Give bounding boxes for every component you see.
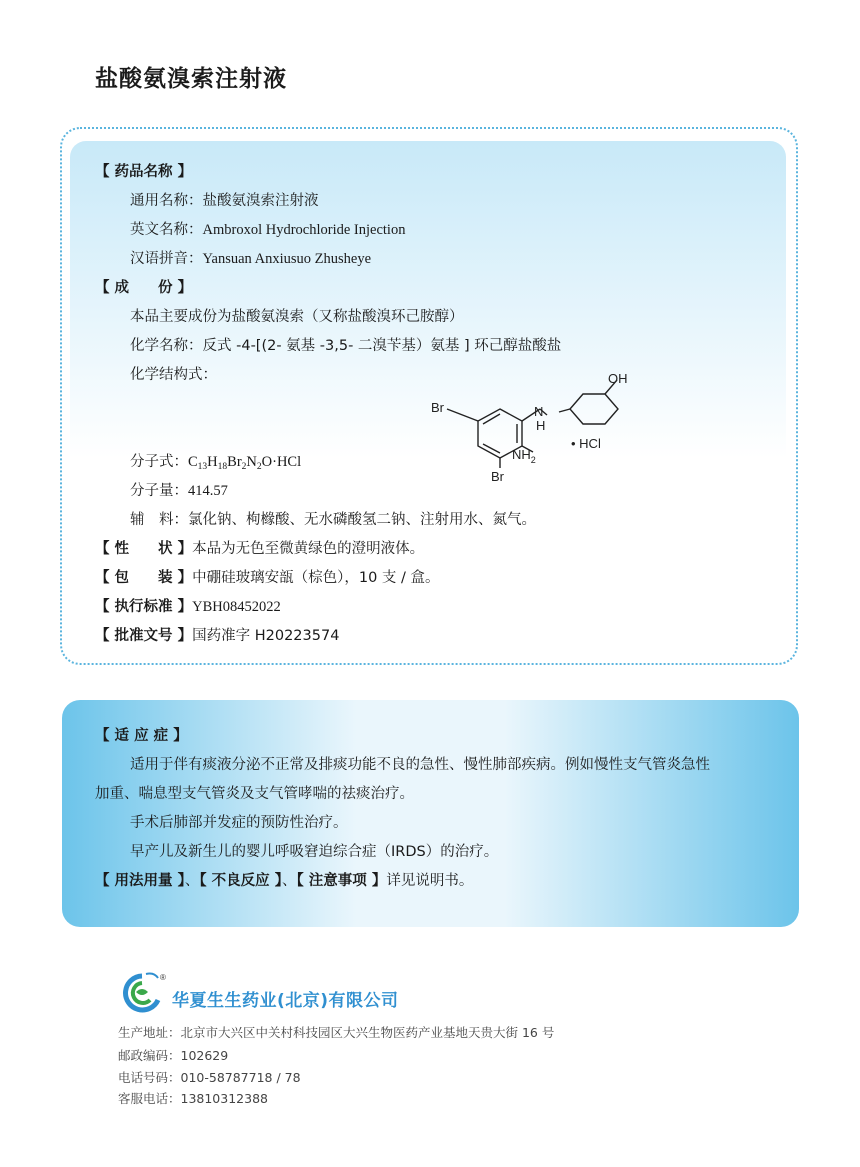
weight-label: 分子量： xyxy=(130,483,188,499)
approval-header: 【 批准文号 】 xyxy=(95,628,193,644)
h-label: H xyxy=(536,418,546,433)
company-logo-icon xyxy=(116,970,168,1014)
standard-header: 【 执行标准 】 xyxy=(95,599,193,615)
excipients-row xyxy=(130,510,536,530)
usage-header: 【 用法用量 】 xyxy=(95,873,185,889)
indication-header: 【 适 应 症 】 xyxy=(95,728,188,744)
chemical-structure xyxy=(425,364,665,484)
composition-header: 【 成 份 】 xyxy=(95,280,193,296)
excipients-label: 辅 料： xyxy=(130,512,188,528)
generic-name: 通用名称：盐酸氨溴索注射液 xyxy=(130,193,319,209)
page-title: 盐酸氨溴索注射液 xyxy=(95,66,287,92)
adverse-header: 【 不良反应 】 xyxy=(199,873,282,889)
chemical-name-row xyxy=(130,336,561,356)
separator-2: 、 xyxy=(281,873,297,889)
formula-h: H xyxy=(207,454,218,470)
formula-h-sub: 18 xyxy=(217,462,228,472)
formula xyxy=(188,454,301,470)
company-service: 客服电话：13810312388 xyxy=(118,1091,268,1106)
package-row xyxy=(95,568,440,588)
n-label: N xyxy=(534,404,544,419)
structure-label: 化学结构式： xyxy=(130,367,217,383)
pinyin-row xyxy=(130,249,371,269)
nh-text: NH xyxy=(512,447,531,462)
english-name-row xyxy=(130,220,405,240)
indication-p1-b: 加重、喘息型支气管炎及支气管哮喘的祛痰治疗。 xyxy=(95,786,414,802)
character-row xyxy=(95,539,424,559)
usage-rest: 详见说明书。 xyxy=(386,873,474,889)
character-header: 【 性 状 】 xyxy=(95,541,193,557)
oh-label: OH xyxy=(608,371,628,386)
standard-text: YBH08452022 xyxy=(192,599,281,615)
br-bottom-label: Br xyxy=(491,469,504,484)
formula-ohcl: O·HCl xyxy=(261,454,302,470)
package-header: 【 包 装 】 xyxy=(95,570,193,586)
company-address: 生产地址：北京市大兴区中关村科技园区大兴生物医药产业基地天贵大街 16 号 xyxy=(118,1025,555,1040)
drug-name-header: 【 药品名称 】 xyxy=(95,164,193,180)
pinyin: Yansuan Anxiusuo Zhusheye xyxy=(202,251,371,267)
approval-text: 国药准字 H20223574 xyxy=(192,628,340,644)
indication-p3: 早产儿及新生儿的婴儿呼吸窘迫综合症（IRDS）的治疗。 xyxy=(130,844,499,860)
approval-row xyxy=(95,626,339,646)
br-top-label: Br xyxy=(431,400,444,415)
formula-br-sub: 2 xyxy=(241,462,247,472)
caution-header: 【 注意事项 】 xyxy=(296,873,387,889)
formula-n-sub: 2 xyxy=(256,462,262,472)
excipients: 氯化钠、枸橼酸、无水磷酸氢二钠、注射用水、氮气。 xyxy=(188,512,536,528)
english-name-label: 英文名称： xyxy=(130,222,203,238)
character-text: 本品为无色至微黄绿色的澄明液体。 xyxy=(192,541,425,557)
pinyin-label: 汉语拼音： xyxy=(130,251,203,267)
formula-br: Br xyxy=(227,454,242,470)
formula-n: N xyxy=(246,454,257,470)
package-text: 中硼硅玻璃安瓿（棕色），10 支 / 盒。 xyxy=(192,570,440,586)
indication-p1-a: 适用于伴有痰液分泌不正常及排痰功能不良的急性、慢性肺部疾病。例如慢性支气管炎急性 xyxy=(130,757,710,773)
composition-main: 本品主要成份为盐酸氨溴索（又称盐酸溴环己胺醇） xyxy=(130,309,464,325)
usage-row xyxy=(95,871,473,891)
english-name: Ambroxol Hydrochloride Injection xyxy=(202,222,406,238)
company-postcode: 邮政编码：102629 xyxy=(118,1048,229,1063)
separator-1: 、 xyxy=(184,873,200,889)
weight-row xyxy=(130,481,228,501)
formula-c-sub: 13 xyxy=(197,462,208,472)
company-phone: 电话号码：010-58787718 / 78 xyxy=(118,1070,301,1085)
hcl-salt-label: • HCl xyxy=(571,436,601,451)
nh2-label xyxy=(512,447,536,465)
indication-p2: 手术后肺部并发症的预防性治疗。 xyxy=(130,815,348,831)
weight-value: 414.57 xyxy=(188,483,228,499)
formula-label: 分子式： xyxy=(130,454,188,470)
registered-mark: ® xyxy=(160,973,166,982)
nh-subscript: 2 xyxy=(530,455,536,465)
company-name: 华夏生生药业(北京)有限公司 xyxy=(172,991,399,1011)
chemical-name: 反式 -4-[(2- 氨基 -3,5- 二溴苄基）氨基 ] 环己醇盐酸盐 xyxy=(202,338,562,354)
standard-row xyxy=(95,597,281,617)
formula-c: C xyxy=(188,454,198,470)
formula-row xyxy=(130,452,301,477)
chemical-name-label: 化学名称： xyxy=(130,338,203,354)
